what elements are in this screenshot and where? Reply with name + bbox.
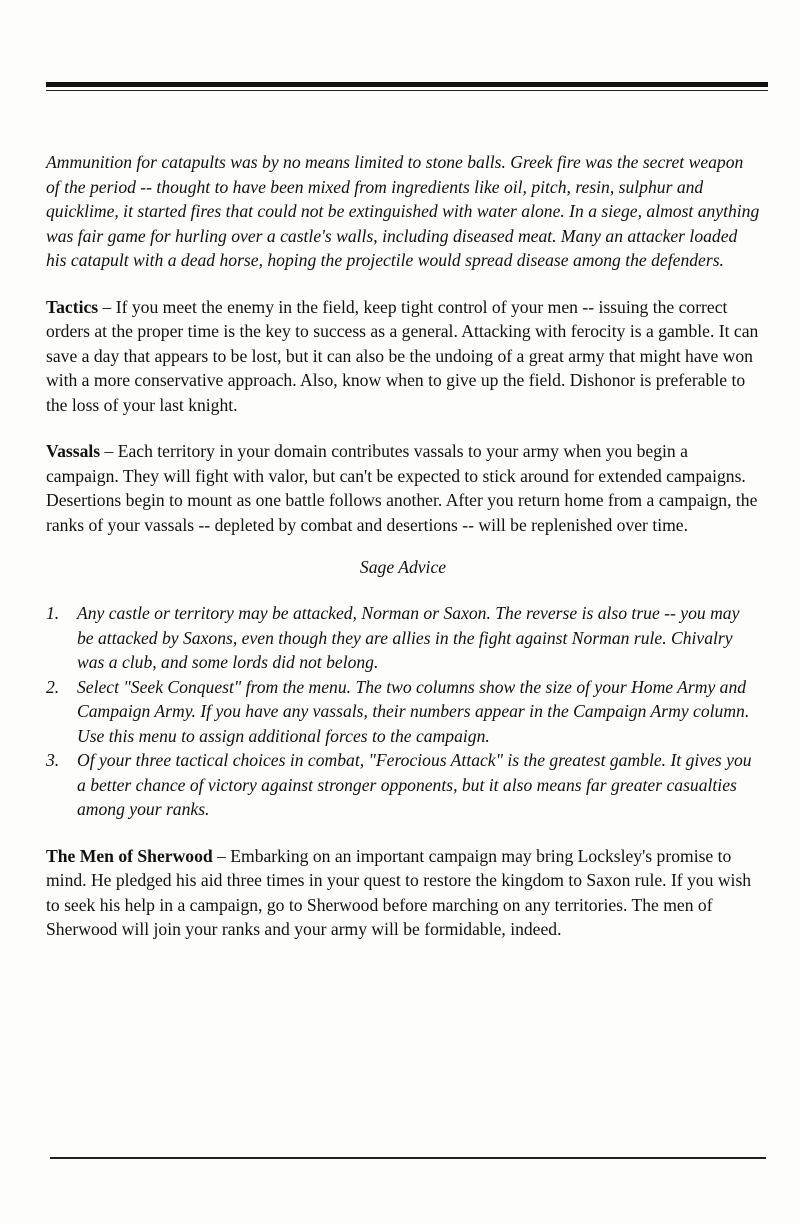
tactics-text: – If you meet the enemy in the field, keep tight control of your men -- issuing the correct orders at the proper time is the key to success as a general. Attacking with ferocity is a gamble. It can save a day that appears to be lost, but it can also be the undoing of a great army that might have won with a more conservative approach. Also, know when to give up the field. Dishonor is preferable to the loss of your last knight. — [46, 296, 759, 415]
sage-advice-title: Sage Advice — [359, 557, 447, 577]
sherwood-heading: The Men of Sherwood — [46, 845, 213, 866]
list-item-text: Of your three tactical choices in combat, "Ferocious Attack" is the greatest gamble. It gives you a better chance of victory against stronger opponents, but it also means far greater casualties among your ranks. — [77, 750, 752, 819]
vassals-heading: Vassals — [46, 441, 101, 461]
sage-advice-list — [46, 601, 760, 822]
top-rule — [46, 82, 768, 87]
page-body — [46, 150, 760, 942]
list-item — [46, 601, 760, 675]
list-item — [46, 675, 760, 749]
list-item-number: 1. — [46, 603, 60, 623]
vassals-text: – Each territory in your domain contributes vassals to your army when you begin a campaign. They will fight with valor, but can't be expected to stick around for extended campaigns. Desertions begin to mount as one battle follows another. After you return home from a campaign, the ranks of your vassals -- depleted by combat and desertions -- will be replenished over time. — [46, 441, 758, 535]
intro-paragraph: Ammunition for catapults was by no means limited to stone balls. Greek fire was the secret weapon of the period -- thought to have been mixed from ingredients like oil, pitch, resin, sulphur and quicklime, it started fires that could not be extinguished with water alone. In a siege, almost anything was fair game for hurling over a castle's walls, including diseased meat. Many an attacker loaded his catapult with a dead horse, hoping the projectile would spread disease among the defenders. — [46, 152, 760, 270]
sherwood-section — [46, 844, 760, 942]
list-item-text: Select "Seek Conquest" from the menu. The two columns show the size of your Home Army and Campaign Army. If you have any vassals, their numbers appear in the Campaign Army column. Use this menu to assign additional forces to the campaign. — [77, 676, 750, 746]
list-item-number: 2. — [46, 676, 60, 697]
vassals-section — [46, 439, 760, 537]
tactics-section — [46, 295, 760, 418]
list-item — [46, 748, 760, 822]
tactics-heading: Tactics — [46, 296, 99, 317]
bottom-rule — [50, 1157, 766, 1159]
list-item-text: Any castle or territory may be attacked, Norman or Saxon. The reverse is also true -- you may be attacked by Saxons, even though they are allies in the fight against Norman rule. Chivalry was a club, and some lords did not belong. — [77, 603, 740, 672]
sherwood-text: – Embarking on an important campaign may bring Locksley's promise to mind. He pledged his aid three times in your quest to restore the kingdom to Saxon rule. If you wish to seek his help in a campaign, go to Sherwood before marching on any territories. The men of Sherwood will join your ranks and your army will be formidable, indeed. — [46, 845, 752, 939]
list-item-number: 3. — [46, 750, 60, 770]
